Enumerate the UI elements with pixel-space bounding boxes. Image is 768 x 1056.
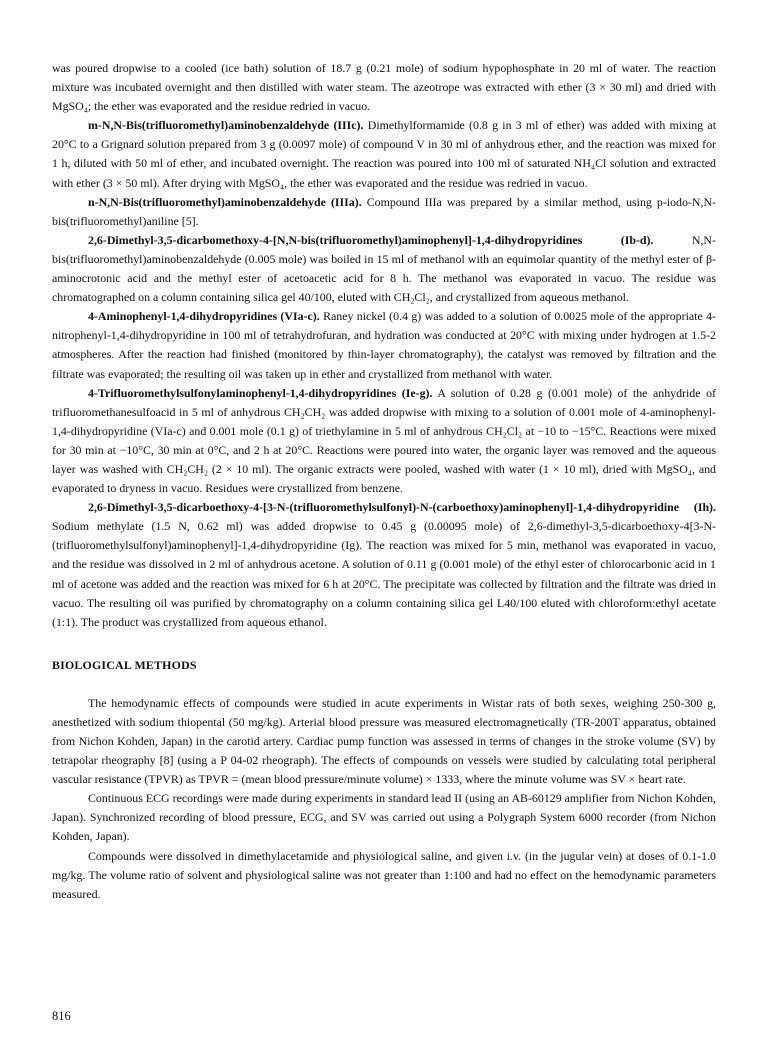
paragraph-via-c: 4-Aminophenyl-1,4-dihydropyridines (VIa-c). Raney nickel (0.4 g) was added to a solution of 0.0025 mole of the appropriate 4-nitrophenyl-1,4-dihydropyridine in 100 ml of tetrahydrofuran, and hydration was conducted at 20°C with mixing under hydrogen at 1.5-2 atmospheres. After the reaction had finished (monitored by thin-layer chromatography), the catalyst was removed by filtration and the filtrate was evaporated; the resulting oil was taken up in ether and crystallized from methanol with water.	[52, 309, 716, 381]
paragraph-ib-d: 2,6-Dimethyl-3,5-dicarbomethoxy-4-[N,N-bis(trifluoromethyl)aminophenyl]-1,4-dihydropyridines (Ib-d). N,N-bis(trifluoromethyl)aminobenzaldehyde (0.005 mole) was boiled in 15 ml of methanol with an equimolar quantity of the methyl ester of β-aminocrotonic acid and the methyl ester of acetoacetic acid for 8 h. The methanol was evaporated in vacuo. The residue was chromatographed on a column containing silica gel 40/100, eluted with CH₂Cl₂, and crystallized from aqueous methanol.	[52, 232, 716, 305]
paragraph-iiia: n-N,N-Bis(trifluoromethyl)aminobenzaldehyde (IIIa). Compound IIIa was prepared by a similar method, using p-iodo-N,N-bis(trifluoromethyl)aniline [5].	[52, 194, 716, 228]
paragraph-hemodynamic: The hemodynamic effects of compounds were studied in acute experiments in Wistar rats of both sexes, weighing 250-300 g, anesthetized with sodium thiopental (50 mg/kg). Arterial blood pressure was measured electromagnetically (TR-200T apparatus, obtained from Nichon Kohden, Japan) in the carotid artery. Cardiac pump function was assessed in terms of changes in the stroke volume (SV) by tetrapolar rheography [8] (using a P 04-02 rheograph). The effects of compounds on vessels were studied by calculating total peripheral vascular resistance (TPVR) as TPVR = (mean blood pressure/minute volume) × 1333, where the minute volume was SV × heart rate.	[52, 695, 716, 787]
page-number: 816	[52, 1009, 71, 1023]
paragraph-ie-g: 4-Trifluoromethylsulfonylaminophenyl-1,4-dihydropyridines (Ie-g). A solution of 0.28 g (0.001 mole) of the anhydride of trifluoromethanesulfoacid in 5 ml of anhydrous CH₂CH₂ was added dropwise with mixing to a solution of 0.001 mole of 4-aminophenyl-1,4-dihydropyridine (VIa-c) and 0.001 mole (0.1 g) of triethylamine in 5 ml of anhydrous CH₂Cl₂ at −10 to −15°C. Reactions were mixed for 30 min at −10°C, 30 min at 0°C, and 2 h at 20°C. Reactions were poured into water, the organic layer was removed and the aqueous layer was washed with CH₂CH₂ (2 × 10 ml). The organic extracts were pooled, washed with water (1 × 10 ml), dried with MgSO₄, and evaporated to dryness in vacuo. Residues were crystallized from benzene.	[52, 385, 716, 496]
compound-heading: 2,6-Dimethyl-3,5-dicarbomethoxy-4-[N,N-bis(trifluoromethyl)aminophenyl]-1,4-dihydropyridines (Ib-d).	[88, 232, 654, 247]
compound-heading: 4-Aminophenyl-1,4-dihydropyridines (VIa-c).	[88, 309, 320, 324]
paragraph-iiic: m-N,N-Bis(trifluoromethyl)aminobenzaldehyde (IIIc). Dimethylformamide (0.8 g in 3 ml of ether) was added with mixing at 20°C to a Grignard solution prepared from 3 g (0.0097 mole) of compound V in 30 ml of anhydrous ether, and the reaction was mixed for 1 h, diluted with 50 ml of ether, and incubated overnight. The reaction was poured into 100 ml of saturated NH₄Cl solution and extracted with ether (3 × 50 ml). After drying with MgSO₄, the ether was evaporated and the residue was redried in vacuo.	[52, 118, 717, 190]
paragraph-intro: was poured dropwise to a cooled (ice bath) solution of 18.7 g (0.21 mole) of sodium hypophosphate in 20 ml of water. The reaction mixture was incubated overnight and then distilled with water steam. The azeotrope was extracted with ether (3 × 30 ml) and dried with MgSO₄; the ether was evaporated and the residue redried in vacuo.	[52, 61, 716, 114]
page-body	[52, 59, 716, 904]
paragraph-ih: 2,6-Dimethyl-3,5-dicarboethoxy-4-[3-N-(trifluoromethylsulfonyl)-N-(carboethoxy)aminophenyl]-1,4-dihydropyridine (Ih). Sodium methylate (1.5 N, 0.62 ml) was added dropwise to 0.45 g (0.00095 mole) of 2,6-dimethyl-3,5-dicarboethoxy-4[3-N-(trifluoromethylsulfonyl)aminophenyl]-1,4-dihydropyridine (Ig). The reaction was mixed for 5 min, methanol was evaporated in vacuo, and the residue was dissolved in 2 ml of anhydrous acetone. A solution of 0.11 g (0.001 mole) of the ethyl ester of chlorocarbonic acid in 1 ml of acetone was added and the reaction was mixed for 6 h at 20°C. The precipitate was collected by filtration and the filtrate was dried in vacuo. The resulting oil was purified by chromatography on a column containing silica gel L40/100 eluted with chloroform:ethyl acetate (1:1). The product was crystallized from aqueous ethanol.	[52, 500, 716, 629]
paragraph-ecg: Continuous ECG recordings were made during experiments in standard lead II (using an AB-60129 amplifier from Nichon Kohden, Japan). Synchronized recording of blood pressure, ECG, and SV was carried out using a Polygraph System 6000 recorder (from Nichon Kohden, Japan).	[52, 791, 716, 844]
paragraph-compounds: Compounds were dissolved in dimethylacetamide and physiological saline, and given i.v. (in the jugular vein) at doses of 0.1-1.0 mg/kg. The volume ratio of solvent and physiological saline was not greater than 1:100 and had no effect on the hemodynamic parameters measured.	[52, 848, 716, 901]
compound-heading: m-N,N-Bis(trifluoromethyl)aminobenzaldehyde (IIIc).	[88, 118, 364, 133]
section-heading-biological-methods: BIOLOGICAL METHODS	[52, 657, 197, 672]
compound-heading: n-N,N-Bis(trifluoromethyl)aminobenzaldehyde (IIIa).	[88, 194, 362, 209]
compound-heading: 4-Trifluoromethylsulfonylaminophenyl-1,4-dihydropyridines (Ie-g).	[88, 385, 433, 400]
compound-heading: 2,6-Dimethyl-3,5-dicarboethoxy-4-[3-N-(trifluoromethylsulfonyl)-N-(carboethoxy)aminophenyl]-1,4-dihydropyridine (Ih).	[88, 500, 716, 515]
